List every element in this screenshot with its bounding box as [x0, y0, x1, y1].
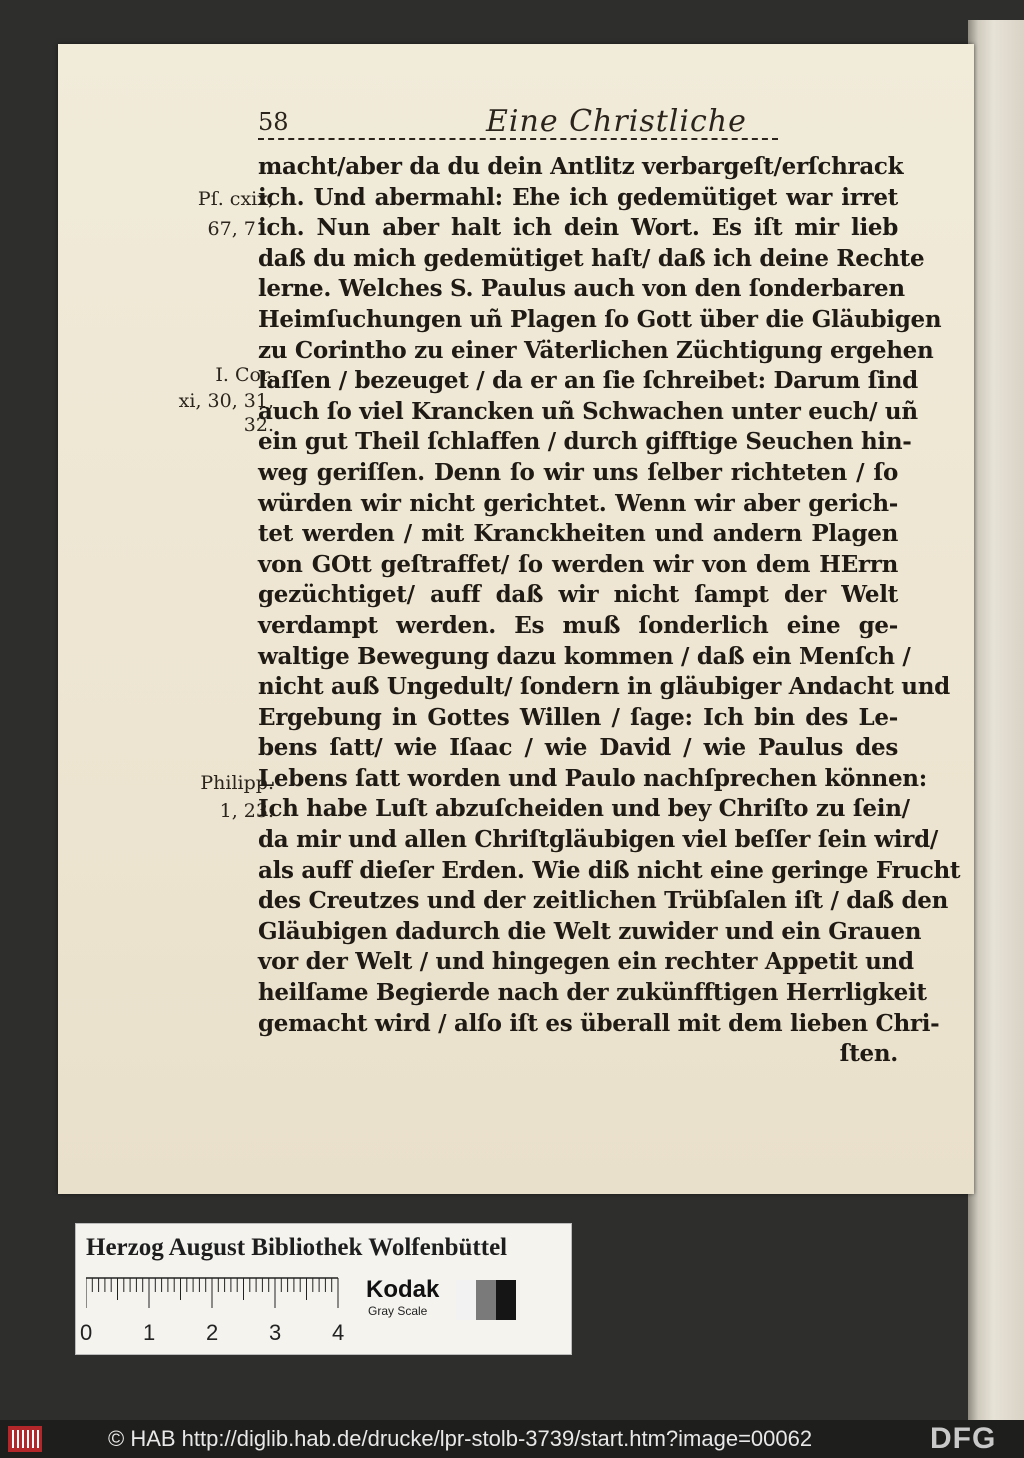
text-line: Ich habe Luſt abzuſcheiden und bey Chriſto zu ſein/	[258, 795, 910, 823]
library-name: Herzog August Bibliothek Wolfenbüttel	[86, 1234, 508, 1261]
text-line: des Creutzes und der zeitlichen Trübſalen iſt / daß den	[258, 887, 949, 915]
text-line: Heimſuchungen uñ Plagen ſo Gott über die Gläubigen	[258, 305, 942, 333]
text-line: gemacht wird / alſo iſt es überall mit dem lieben Chri-	[258, 1009, 940, 1037]
color-target	[75, 1223, 572, 1355]
running-title: Eine Christliche	[486, 104, 747, 139]
text-line: vor der Welt / und hingegen ein rechter Appetit und	[258, 948, 914, 976]
text-line: lerne. Welches S. Paulus auch von den ſonderbaren	[258, 275, 905, 303]
ruler-label: 0	[80, 1320, 93, 1345]
margin-note: 32.	[243, 414, 274, 436]
text-line: weg geriſſen. Denn ſo wir uns ſelber richteten / ſo	[258, 458, 898, 486]
ruler-label: 1	[143, 1320, 156, 1345]
text-line: nicht auß Ungedult/ ſondern in gläubiger Andacht und	[258, 673, 950, 701]
kodak-subtitle: Gray Scale	[368, 1304, 428, 1318]
ruler-label: 4	[332, 1320, 345, 1345]
ruler-labels	[80, 1320, 351, 1345]
margin-note: 67, 71.	[207, 218, 274, 240]
text-line: Gläubigen dadurch die Welt zuwider und ein Grauen	[258, 917, 922, 945]
text-line: verdampt werden. Es muß ſonderlich eine ge-	[258, 611, 898, 639]
margin-note: 1, 23.	[219, 800, 274, 822]
gray-patch	[476, 1280, 496, 1320]
text-line: waltige Bewegung dazu kommen / daß ein Menſch /	[258, 642, 911, 670]
gray-scale-patches	[456, 1280, 516, 1320]
ruler-label: 3	[269, 1320, 282, 1345]
text-line: ich. Nun aber halt ich dein Wort. Es iſt mir lieb	[258, 214, 898, 242]
text-line: laſſen / bezeuget / da er an ſie ſchreibet: Darum ſind	[258, 367, 918, 395]
adjacent-page-edge	[968, 20, 1024, 1420]
ruler-ticks	[86, 1276, 346, 1318]
text-line: von GOtt geſtraffet/ ſo werden wir von dem HErrn	[258, 550, 898, 578]
ruler-label: 2	[206, 1320, 219, 1345]
text-line: ein gut Theil ſchlaffen / durch gifftige Seuchen hin-	[258, 428, 912, 456]
text-line: tet werden / mit Kranckheiten und andern Plagen	[258, 520, 898, 548]
page-header	[258, 102, 778, 140]
text-line: daß du mich gedemütiget haſt/ daß ich deine Rechte	[258, 244, 925, 272]
footer-bar	[0, 1420, 1024, 1458]
text-line: zu Corintho zu einer Väterlichen Züchtigung ergehen	[258, 336, 934, 364]
catchword: ſten.	[839, 1040, 898, 1068]
gray-patch	[456, 1280, 476, 1320]
barcode-icon	[8, 1426, 42, 1452]
text-line: bens ſatt/ wie Iſaac / wie David / wie Paulus des	[258, 734, 898, 762]
margin-note: I. Cor.	[215, 364, 274, 386]
footer-source-link[interactable]: © HAB http://diglib.hab.de/drucke/lpr-stolb-3739/start.htm?image=00062	[108, 1426, 813, 1451]
text-line: Ergebung in Gottes Willen / ſage: Ich bin des Le-	[258, 703, 898, 731]
text-line: auch ſo viel Krancken uñ Schwachen unter euch/ uñ	[258, 397, 918, 425]
margin-note: xi, 30, 31,	[178, 390, 274, 412]
book-page	[58, 44, 974, 1194]
dfg-logo: DFG	[930, 1422, 997, 1455]
body-text	[258, 152, 961, 1070]
margin-note: Pſ. cxix,	[197, 188, 274, 210]
text-line: macht/aber da du dein Antlitz verbargeſt/erſchrack	[258, 153, 904, 180]
text-line: ich. Und abermahl: Ehe ich gedemütiget war irret	[258, 183, 898, 211]
text-line: Lebens ſatt worden und Paulo nachſprechen können:	[258, 764, 927, 792]
text-line: heilſame Begierde nach der zukünfftigen Herrligkeit	[258, 979, 927, 1007]
ruler	[86, 1276, 341, 1316]
text-line: da mir und allen Chriſtgläubigen viel beſſer ſein wird/	[258, 826, 938, 854]
text-line: gezüchtiget/ auff daß wir nicht ſampt der Welt	[258, 581, 898, 609]
page-number: 58	[258, 108, 289, 136]
margin-note: Philipp.	[200, 772, 274, 794]
kodak-logo: Kodak	[366, 1276, 440, 1303]
gray-patch	[496, 1280, 516, 1320]
text-line: als auff dieſer Erden. Wie diß nicht eine geringe Frucht	[258, 856, 961, 884]
text-line: würden wir nicht gerichtet. Wenn wir aber gerich-	[258, 489, 898, 517]
